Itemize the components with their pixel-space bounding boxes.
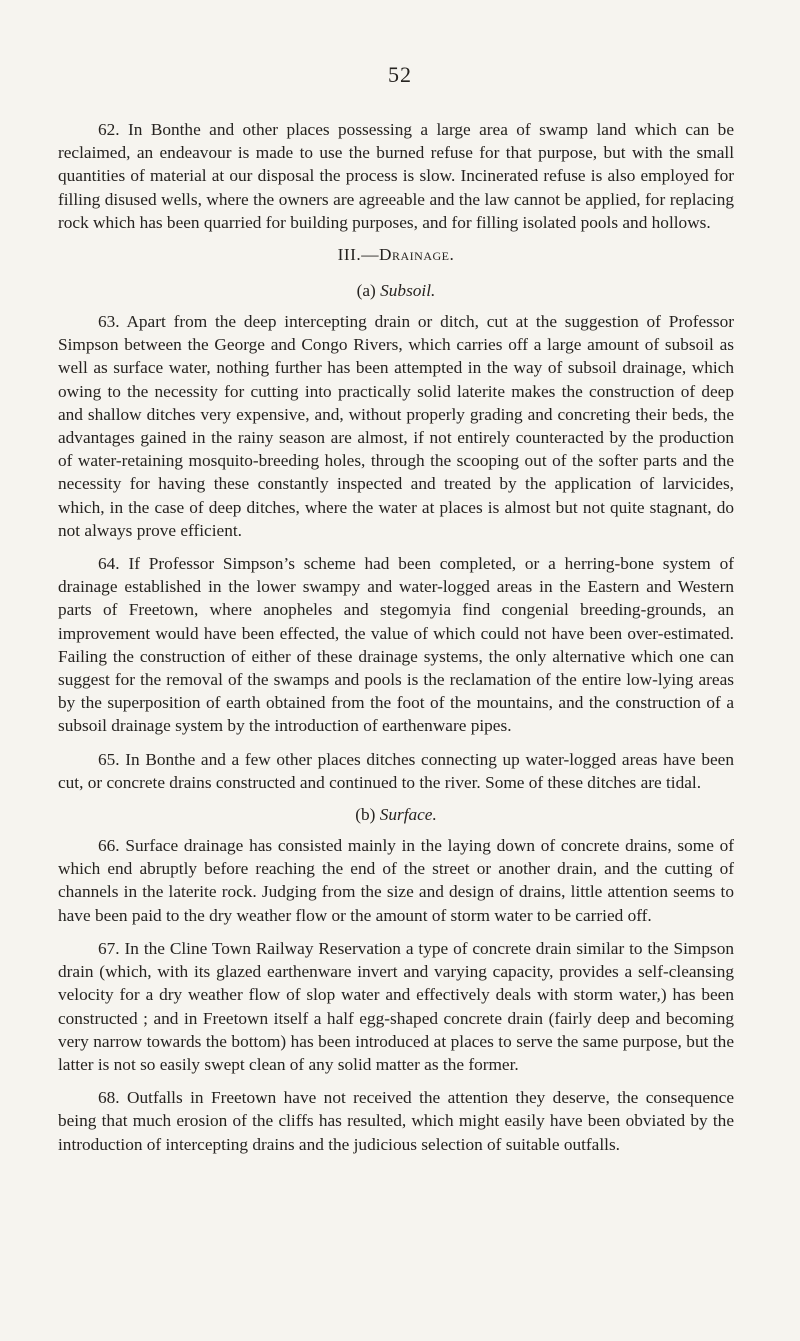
section-heading-drainage bbox=[58, 244, 734, 266]
section-number: III. bbox=[337, 245, 362, 265]
paragraph-64: 64. If Professor Simpson’s scheme had been completed, or a herring-bone system of drainage established in the lower swampy and water-logged areas in the Eastern and Western parts of Freetown, where anopheles and stegomyia find congenial breeding-grounds, an improvement would have been effected, the value of which could not have been over-estimated. Failing the construction of either of these drainage systems, the only alternative which one can suggest for the removal of the swamps and pools is the reclamation of the entire low-lying areas by the superposition of earth obtained from the foot of the mountains, and the construction of a subsoil drainage system by the introduction of earthenware pipes. bbox=[58, 554, 734, 736]
section-title: Drainage. bbox=[379, 245, 455, 265]
paragraph-67: 67. In the Cline Town Railway Reservation a type of concrete drain similar to the Simpson drain (which, with its glazed earthenware invert and varying capacity, provides a self-cleansing velocity for a dry weather flow of slop water and effectively deals with storm water,) has been constructed ; and in Freetown itself a half egg-shaped concrete drain (fairly deep and becoming very narrow towards the bottom) has been introduced at places to serve the same purpose, but the latter is not so easily swept clean of any solid matter as the former. bbox=[58, 938, 734, 1074]
paragraph-62: 62. In Bonthe and other places possessing a large area of swamp land which can be reclaimed, an endeavour is made to use the burned refuse for that purpose, but with the small quantities of material at our disposal the process is slow. Incinerated refuse is also employed for filling disused wells, where the owners are agreeable and the law cannot be applied, for replacing rock which has been quarried for building purposes, and for filling isolated pools and hollows. bbox=[58, 120, 734, 232]
sub-heading-label: (a) bbox=[356, 281, 376, 301]
sub-heading-label: (b) bbox=[355, 805, 376, 825]
paragraph-63: 63. Apart from the deep intercepting drain or ditch, cut at the suggestion of Professor Simpson between the George and Congo Rivers, which carries off a large amount of subsoil as well as surface water, nothing further has been attempted in the way of subsoil drainage, which owing to the necessity for cutting into practically solid laterite makes the construction of deep and shallow ditches very expensive, and, without properly grading and concreting their beds, the advantages gained in the rainy season are almost, if not entirely counteracted by the production of water-retaining mosquito-breeding holes, through the scooping out of the softer parts and the necessity for having these constantly inspected and treated by the application of larvicides, which, in the case of deep ditches, where the water at places is almost but not quite stagnant, do not always prove efficient. bbox=[58, 312, 734, 540]
page-number: 52 bbox=[388, 62, 412, 87]
paragraph-68: 68. Outfalls in Freetown have not received the attention they deserve, the consequence being that much erosion of the cliffs has resulted, which might easily have been obviated by the introduction of intercepting drains and the judicious selection of suitable outfalls. bbox=[58, 1088, 734, 1154]
sub-heading-surface bbox=[58, 804, 734, 826]
sub-heading-title: Subsoil. bbox=[380, 281, 436, 301]
section-dash: — bbox=[361, 245, 380, 265]
sub-heading-subsoil bbox=[58, 280, 734, 302]
paragraph-65: 65. In Bonthe and a few other places ditches connecting up water-logged areas have been cut, or concrete drains constructed and continued to the river. Some of these ditches are tidal. bbox=[58, 749, 734, 792]
paragraph-66: 66. Surface drainage has consisted mainly in the laying down of concrete drains, some of which end abruptly before reaching the end of the street or another drain, and the cutting of channels in the laterite rock. Judging from the size and design of drains, little attention seems to have been paid to the dry weather flow or the amount of storm water to be carried off. bbox=[58, 836, 734, 925]
body-text bbox=[58, 118, 734, 1166]
sub-heading-title: Surface. bbox=[379, 805, 437, 825]
